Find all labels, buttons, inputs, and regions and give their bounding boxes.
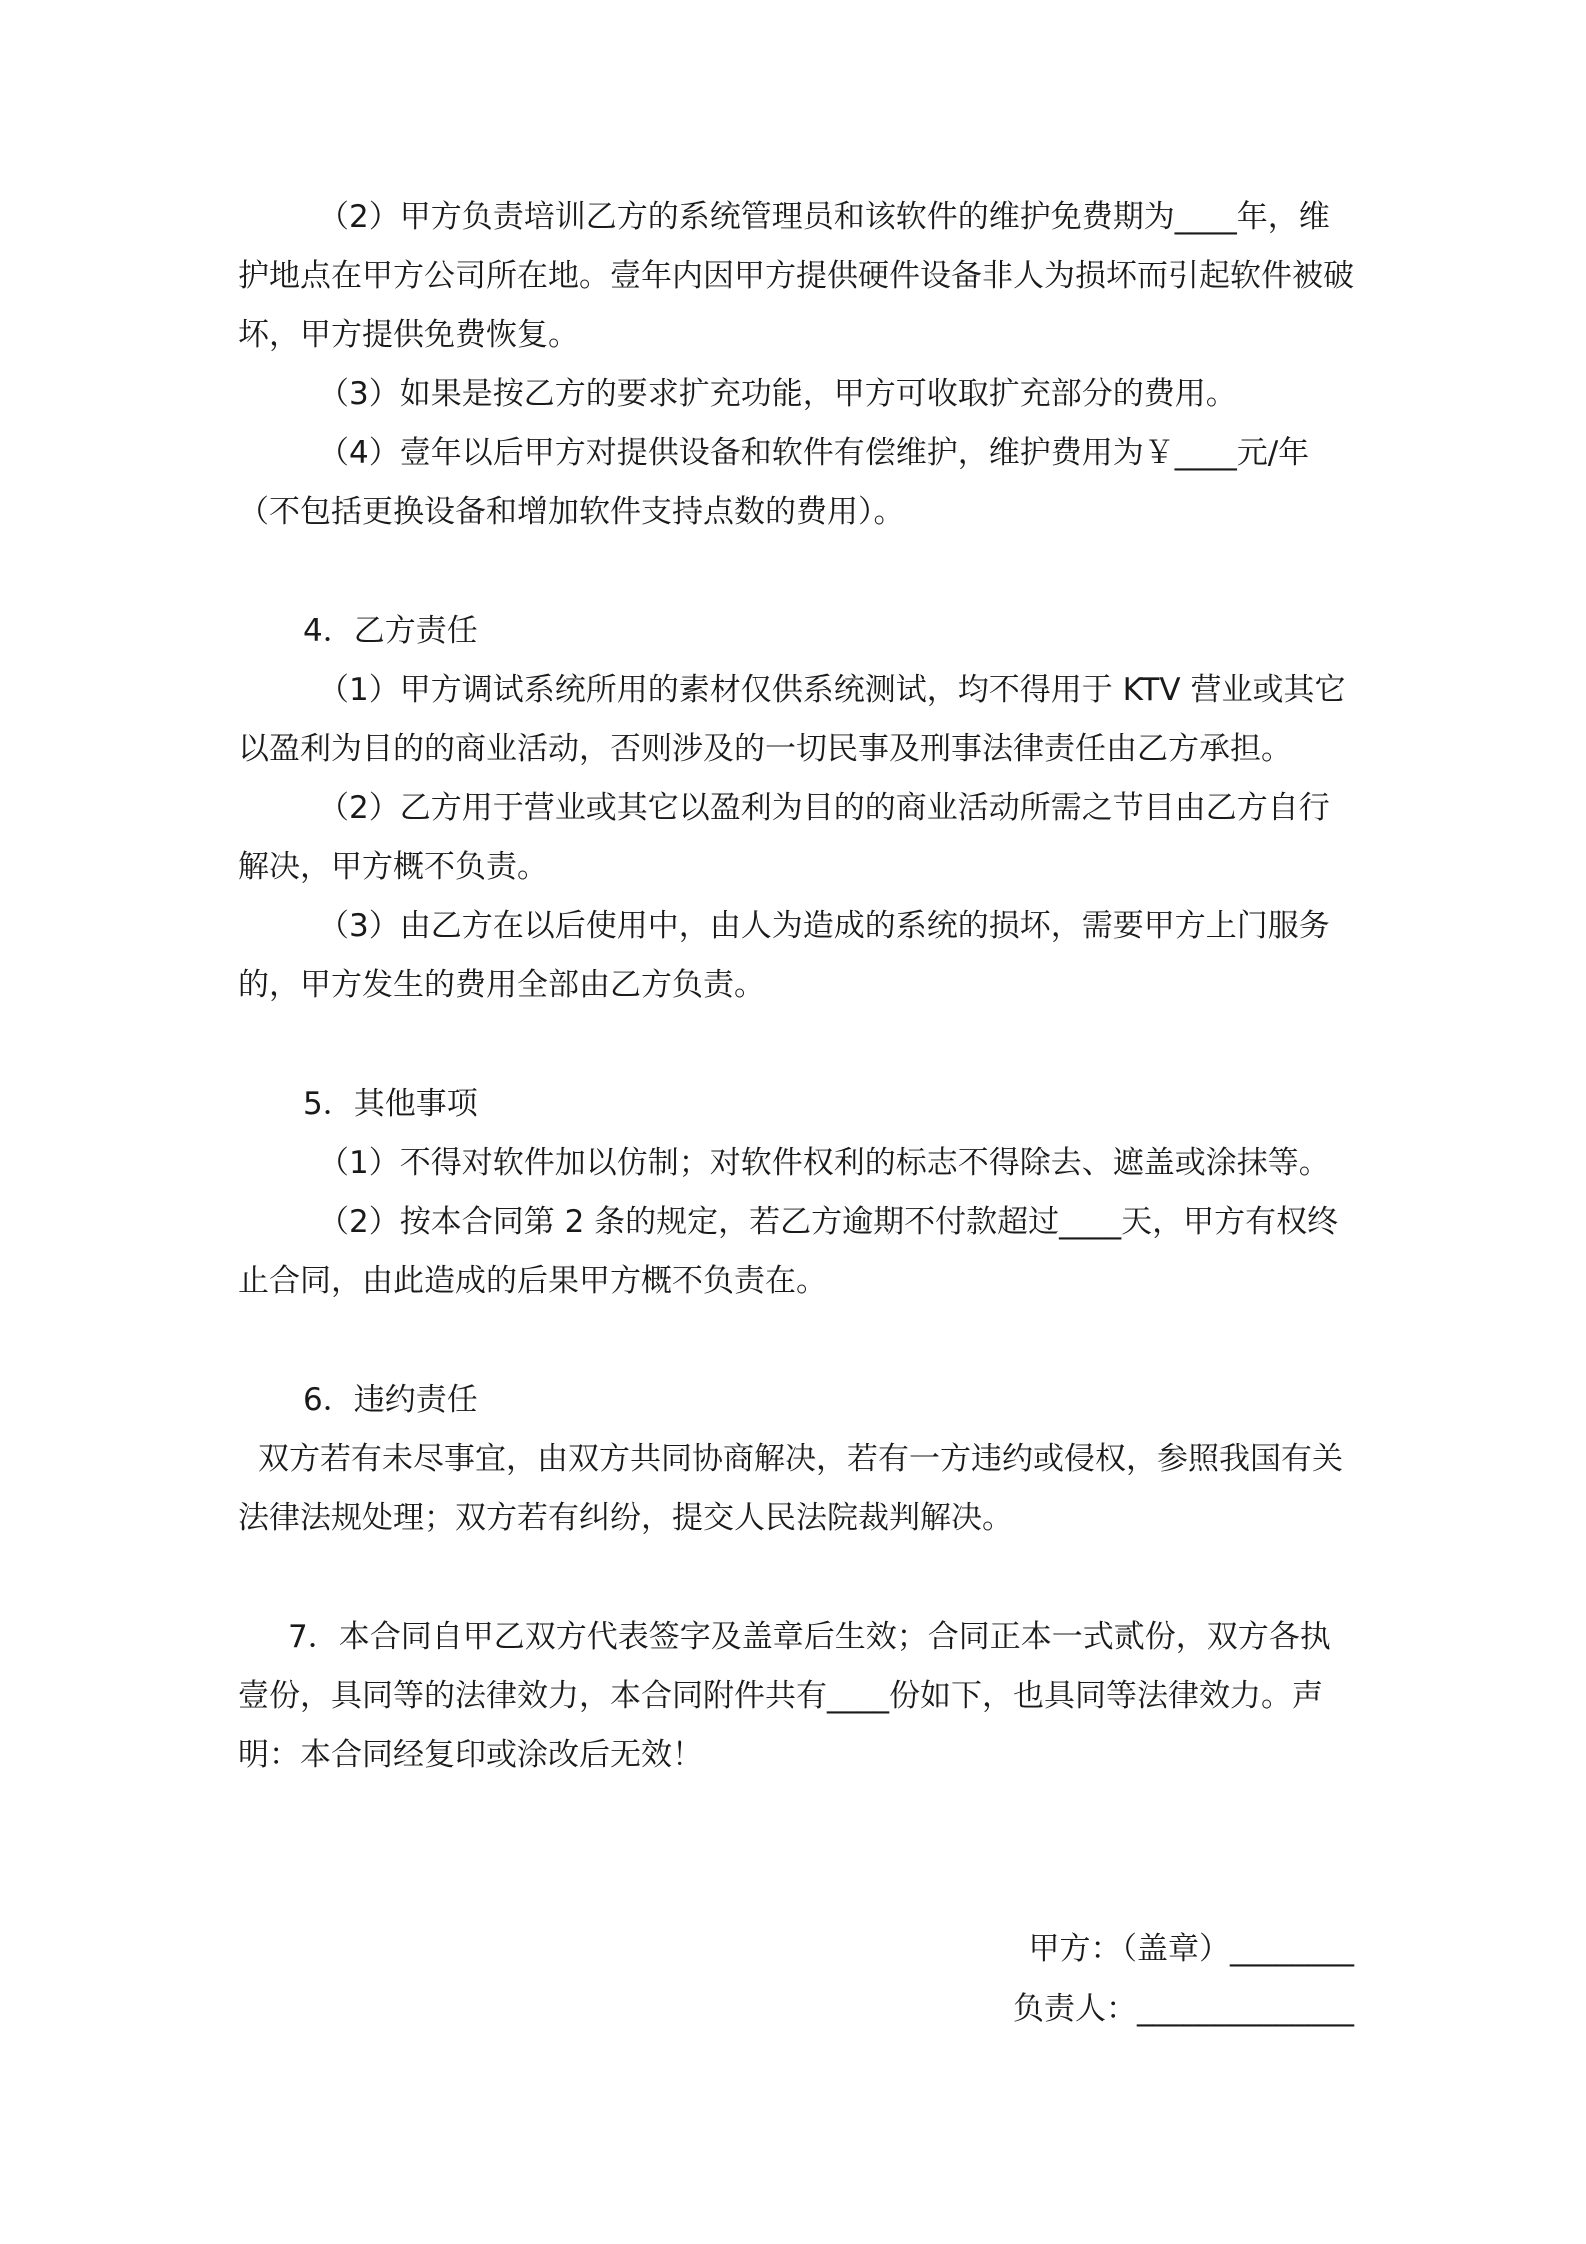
- clause-3-2: （2）甲方负责培训乙方的系统管理员和该软件的维护免费期为____年，维护地点在甲方公司所在地。壹年内因甲方提供硬件设备非人为损坏而引起软件被破坏，甲方提供免费恢复。: [238, 199, 1354, 353]
- clause-3-3: （3）如果是按乙方的要求扩充功能，甲方可收取扩充部分的费用。: [318, 376, 1237, 412]
- signature-responsible: 负责人：______________: [1013, 1991, 1354, 2027]
- clause-3-4: （4）壹年以后甲方对提供设备和软件有偿维护，维护费用为￥____元/年（不包括更换设备和增加软件支持点数的费用）。: [238, 435, 1310, 530]
- signature-party-a: 甲方：（盖章）________: [1028, 1931, 1354, 1967]
- section-5-heading: 5．其他事项: [303, 1086, 478, 1122]
- clause-5-1: （1）不得对软件加以仿制；对软件权利的标志不得除去、遮盖或涂抹等。: [318, 1145, 1330, 1181]
- contract-body: [238, 188, 1358, 1785]
- section-4-heading: 4．乙方责任: [303, 613, 478, 649]
- clause-5-2: （2）按本合同第 2 条的规定，若乙方逾期不付款超过____天，甲方有权终止合同，由此造成的后果甲方概不负责在。: [238, 1204, 1339, 1299]
- section-6-heading: 6．违约责任: [303, 1382, 478, 1418]
- clause-4-3: （3）由乙方在以后使用中，由人为造成的系统的损坏，需要甲方上门服务的，甲方发生的费用全部由乙方负责。: [238, 908, 1330, 1003]
- clause-4-1: （1）甲方调试系统所用的素材仅供系统测试，均不得用于 KTV 营业或其它以盈利为目的的商业活动，否则涉及的一切民事及刑事法律责任由乙方承担。: [238, 672, 1346, 767]
- clause-6-body: 双方若有未尽事宜，由双方共同协商解决，若有一方违约或侵权，参照我国有关法律法规处理；双方若有纠纷，提交人民法院裁判解决。: [238, 1441, 1343, 1536]
- clause-4-2: （2）乙方用于营业或其它以盈利为目的的商业活动所需之节目由乙方自行解决，甲方概不负责。: [238, 790, 1330, 885]
- clause-7-body: 7．本合同自甲乙双方代表签字及盖章后生效；合同正本一式贰份，双方各执壹份，具同等的法律效力，本合同附件共有____份如下，也具同等法律效力。声明：本合同经复印或涂改后无效！: [238, 1619, 1331, 1773]
